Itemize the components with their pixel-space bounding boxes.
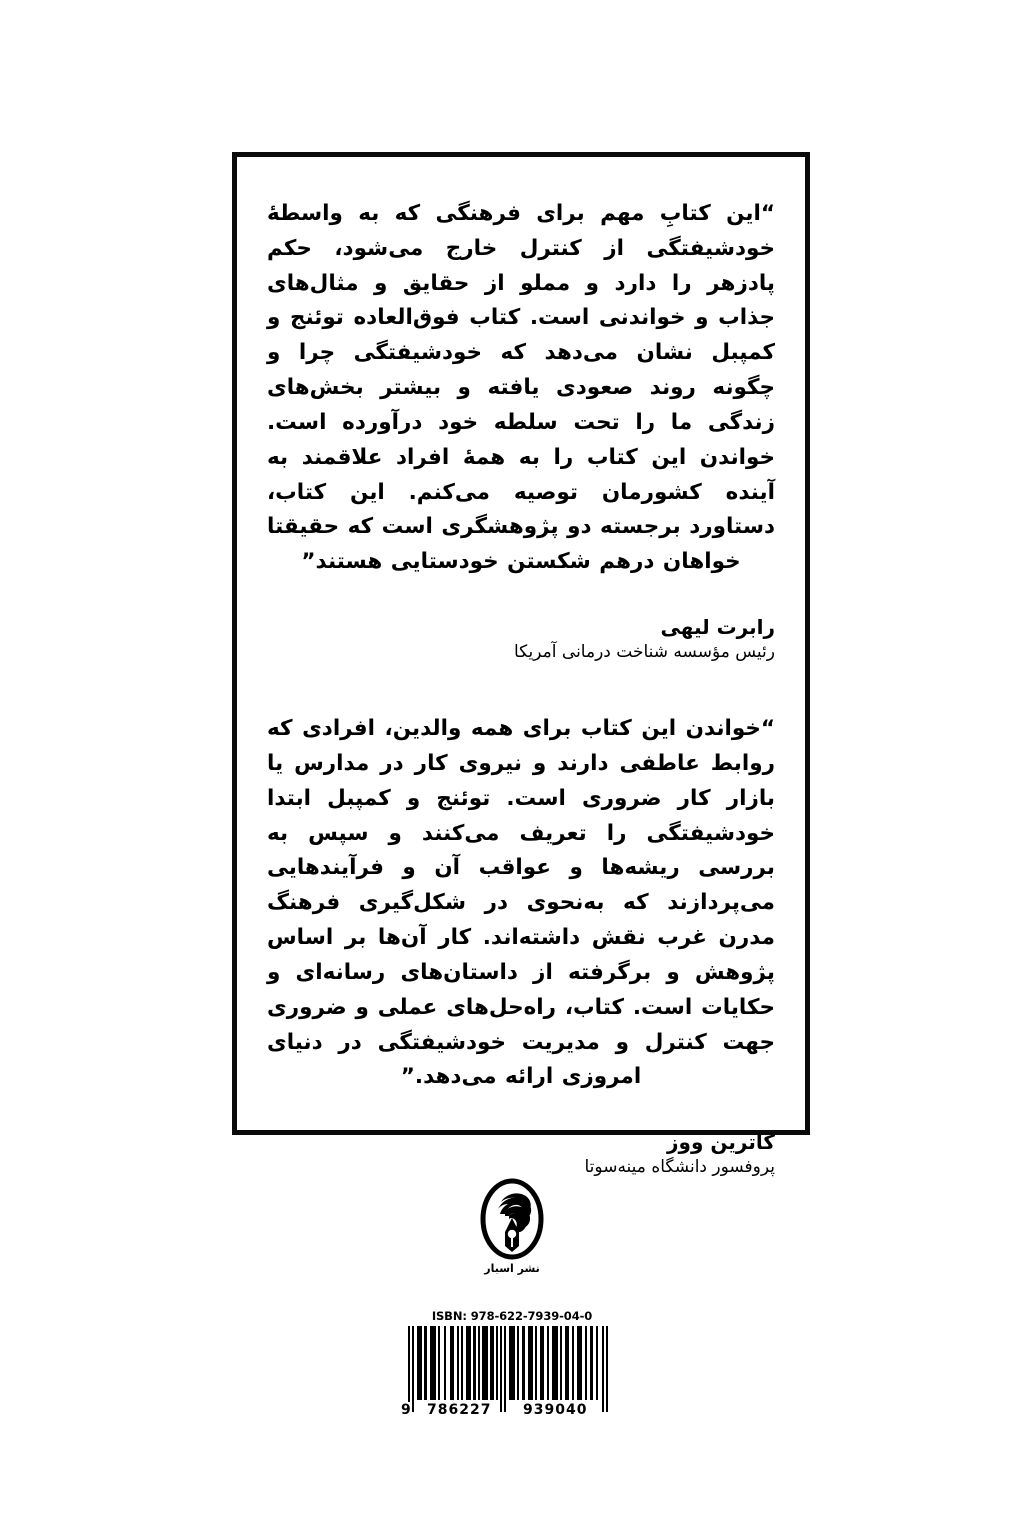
ean13-barcode [400,1326,624,1418]
barcode-left-group: 786227 [427,1402,492,1418]
publisher-name: نشر اسبار [484,1262,540,1275]
isbn-label: ISBN: 978-622-7939-04-0 [431,1309,593,1323]
section-spacer [267,664,775,708]
testimonial-person-name-2: کاترین ووز [667,1130,775,1155]
horse-head-pen-nib-oval-logo-icon [479,1178,545,1260]
testimonials-frame [232,152,810,1178]
barcode-right-group: 939040 [523,1402,588,1418]
testimonial-person-role-2: پروفسور دانشگاه مینه‌سوتا [584,1157,775,1178]
testimonial-quote-1: “این کتابِ مهم برای فرهنگی که به واسطهٔ خودشیفتگی از کنترل خارج می‌شود، حکم پادزهر را دارد و مملو از حقایق و مثال‌های جذاب و خواندنی است. کتاب فوق‌العاده توئنج و کمپبل نشان می‌دهد که خودشیفتگی چرا و چگونه روند صعودی یافته و بیشتر بخش‌های زندگی ما را تحت سلطه خود درآورده است. خواندن این کتاب را به همهٔ افراد علاقمند به آینده کشورمان توصیه می‌کنم. این کتاب، دستاورد برجسته دو پژوهشگری است که حقیقتا خواهان درهم شکستن خودستایی هستند” [267,201,775,575]
barcode-lead-digit: 9 [401,1402,411,1418]
testimonial-attribution-1 [267,614,775,664]
testimonial-person-name-1: رابرت لیهی [660,615,775,640]
barcode-digits [400,1400,624,1418]
testimonials-content [237,157,805,1199]
testimonial-attribution-2 [267,1129,775,1179]
publisher-block [0,1178,1024,1275]
barcode-block [0,1309,1024,1418]
testimonial-person-role-1: رئیس مؤسسه شناخت درمانی آمریکا [513,642,775,663]
testimonial-quote-2: “خواندن این کتاب برای همه والدین، افرادی که روابط عاطفی دارند و نیروی کار در مدارس یا بازار کار ضروری است. توئنج و کمپبل ابتدا خودشیفتگی را تعریف می‌کنند و سپس به بررسی ریشه‌ها و عواقب آن و فرآیندهایی می‌پردازند که به‌نحوی در شکل‌گیری فرهنگ مدرن غرب نقش داشته‌اند. کار آن‌ها بر اساس پژوهش و برگرفته از داستان‌های رسانه‌ای و حکایات است. کتاب، راه‌حل‌های عملی و ضروری جهت کنترل و مدیریت خودشیفتگی در دنیای امروزی ارائه می‌دهد.” [267,716,775,1090]
